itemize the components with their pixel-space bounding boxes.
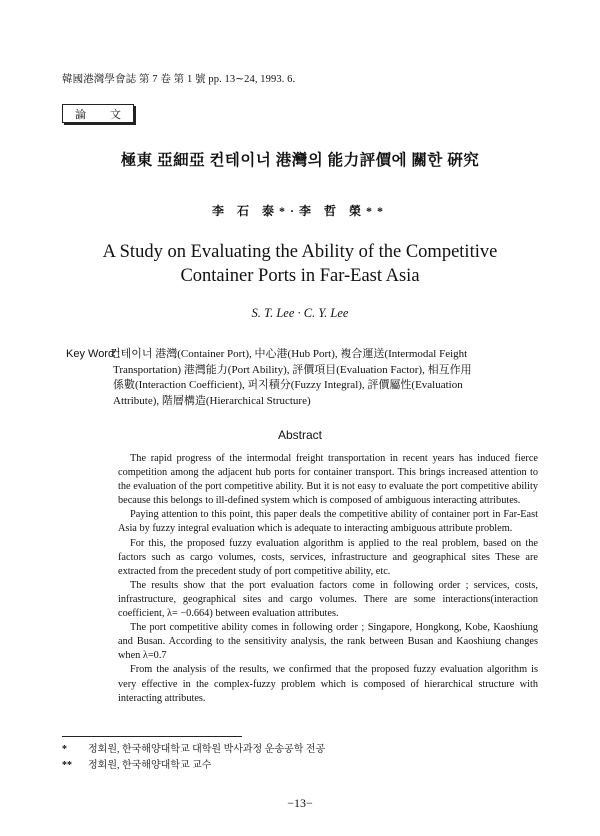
page-number: −13− <box>287 796 313 810</box>
english-title-line-1: A Study on Evaluating the Ability of the Competitive <box>102 242 498 262</box>
footnote-item <box>62 742 325 758</box>
english-authors: S. T. Lee · C. Y. Lee <box>251 306 349 320</box>
footnotes <box>62 742 325 774</box>
journal-citation: 韓國港灣學會誌 第 7 卷 第 1 號 pp. 13∼24, 1993. 6. <box>62 74 296 85</box>
footnote-divider <box>62 736 242 737</box>
abstract-paragraph: From the analysis of the results, we confirmed that the proposed fuzzy evaluation algorithm is very effective in the complex-fuzzy problem which is composed of hierarchical structure with interacting attributes. <box>118 664 538 704</box>
korean-title: 極東 亞細亞 컨테이너 港灣의 能力評價에 關한 硏究 <box>120 152 480 169</box>
footnote-text: 정회원, 한국해양대학교 교수 <box>88 760 212 771</box>
footnote-mark: * <box>62 744 67 755</box>
korean-authors: 李 石 泰*·李 哲 榮** <box>211 204 388 218</box>
footnote-item <box>62 758 325 774</box>
abstract-paragraph: For this, the proposed fuzzy evaluation algorithm is applied to the real problem, based on the factors such as cargo volumes, costs, services, infrastructure and geographical sites These are extracted from the precedent study of port competitive ability, etc. <box>118 537 538 577</box>
abstract-paragraph: Paying attention to this point, this paper deals the competitive ability of container port in Far-East Asia by fuzzy integral evaluation which is adequate to interacting ambiguous attribute problem. <box>118 509 538 535</box>
english-title-line-2: Container Ports in Far-East Asia <box>180 266 420 286</box>
footnote-mark: ** <box>62 760 72 771</box>
abstract-heading: Abstract <box>277 428 322 442</box>
keywords-line: 係數(Interaction Coefficient), 퍼지積分(Fuzzy Integral), 評價屬性(Evaluation <box>113 379 463 391</box>
abstract-paragraph: The results show that the port evaluation factors come in following order ; services, costs, infrastructure, geographical sites and cargo volumes. There are some interactions(interaction coefficient, λ= −0.664) between evaluation attributes. <box>118 579 538 620</box>
keywords-line: Attribute), 階層構造(Hierarchical Structure) <box>113 394 311 407</box>
english-title <box>0 240 600 288</box>
section-label-box <box>62 104 134 123</box>
keywords-line: Transportation) 港灣能力(Port Ability), 評價項目(Evaluation Factor), 相互作用 <box>113 363 472 376</box>
keywords-block <box>66 347 539 409</box>
section-label-right: 文 <box>110 108 121 121</box>
abstract-paragraph: The port competitive ability comes in following order ; Singapore, Hongkong, Kobe, Kaoshiung and Busan. According to the sensitivity analysis, the rank between Busan and Kaoshiung changes when λ=0.7 <box>118 622 538 662</box>
keywords-line: 컨테이너 港灣(Container Port), 中心港(Hub Port), 複合運送(Intermodal Feight <box>110 348 468 360</box>
keywords-label: Key Word : <box>66 348 121 360</box>
abstract-paragraph: The rapid progress of the intermodal freight transportation in recent years has induced fierce competition among the adjacent hub ports for container transport. This brings increased attention to the evaluation of the port competitive ability. But it is not easy to evaluate the port competitive ability because this belongs to ill-defined system which is composed of ambiguous interacting attributes. <box>118 453 538 507</box>
footnote-text: 정회원, 한국해양대학교 대학원 박사과정 운송공학 전공 <box>88 744 326 755</box>
abstract-body <box>118 452 538 706</box>
section-label-left: 論 <box>75 108 86 121</box>
